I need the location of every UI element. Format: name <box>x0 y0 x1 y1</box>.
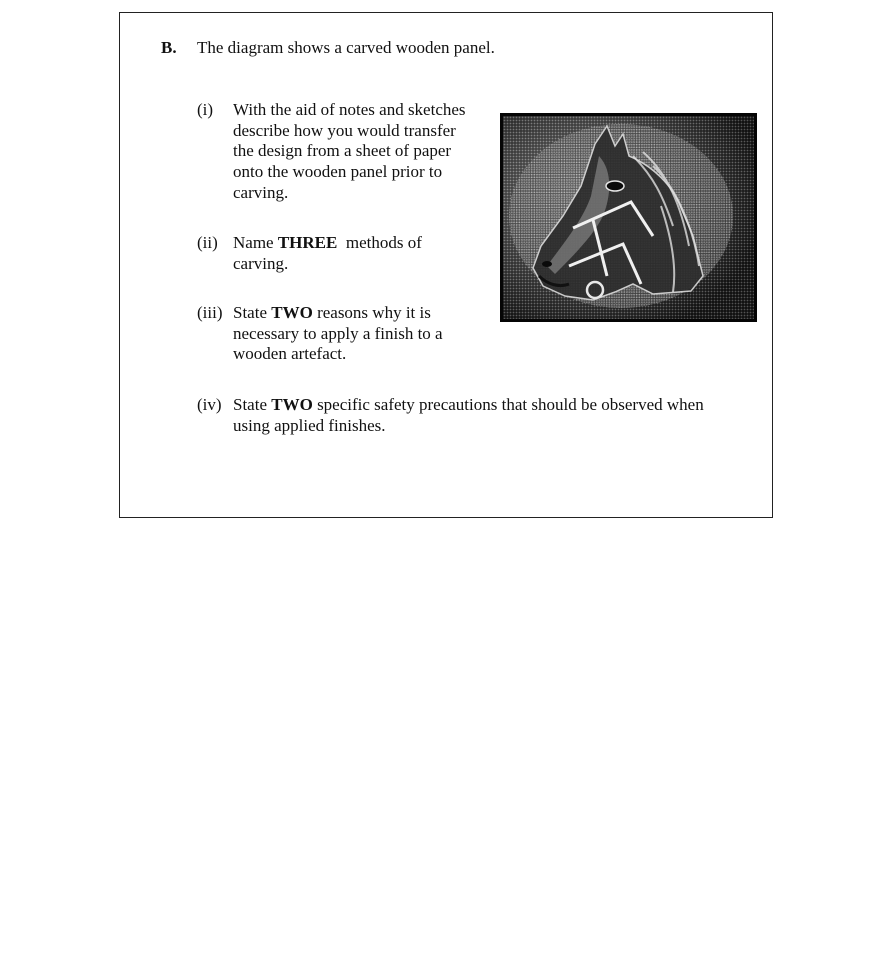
item-i-line: onto the wooden panel prior to <box>233 162 443 182</box>
item-text-iii <box>233 303 493 365</box>
item-i-line: the design from a sheet of paper <box>233 141 452 161</box>
item-i-line: describe how you would transfer <box>233 120 456 140</box>
item-iv-post: specific safety precautions that should be observed when <box>312 395 704 414</box>
item-ii-line: carving. <box>233 253 289 273</box>
item-iv-line: using applied finishes. <box>233 415 386 435</box>
item-iii-pre: State <box>233 303 272 322</box>
item-number-iii: (iii) <box>197 303 223 322</box>
item-iii-bold: TWO <box>271 303 313 322</box>
item-text-i <box>233 100 493 204</box>
carved-horse-head-panel-image <box>500 113 757 322</box>
item-text-iv <box>233 395 753 436</box>
item-iii-line: wooden artefact. <box>233 344 347 364</box>
item-iv-bold: TWO <box>271 395 313 414</box>
item-ii-post: methods of <box>337 233 422 252</box>
item-text-ii <box>233 233 493 274</box>
item-iv-pre: State <box>233 395 272 414</box>
item-iii-line: necessary to apply a finish to a <box>233 323 443 343</box>
item-number-iv: (iv) <box>197 395 222 414</box>
item-i-line: With the aid of notes and sketches <box>233 100 466 119</box>
question-label: B. <box>161 38 177 57</box>
item-ii-pre: Name <box>233 233 278 252</box>
item-iii-post: reasons why it is <box>312 303 431 322</box>
item-number-ii: (ii) <box>197 233 218 252</box>
question-intro: The diagram shows a carved wooden panel. <box>197 38 495 57</box>
item-i-line: carving. <box>233 182 289 202</box>
item-number-i: (i) <box>197 100 214 119</box>
horse-head-drawing <box>503 116 754 319</box>
item-ii-bold: THREE <box>277 233 338 252</box>
